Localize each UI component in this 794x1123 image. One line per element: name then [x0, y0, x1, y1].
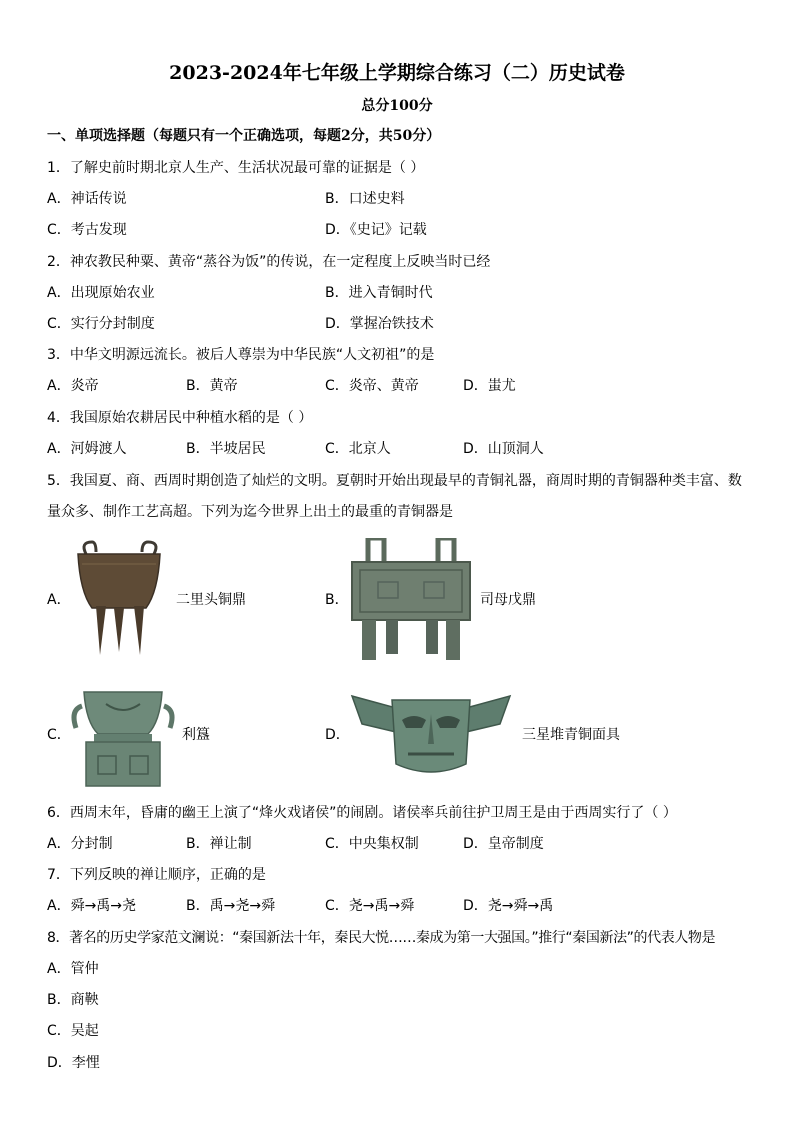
question-2-option-c[interactable]: C．实行分封制度 [47, 316, 155, 332]
question-2-option-b[interactable]: B．进入青铜时代 [325, 285, 433, 301]
question-6-option-a[interactable]: A．分封制 [47, 836, 113, 852]
question-8-option-a[interactable]: A．管仲 [47, 961, 99, 977]
erlitou-ding-image [72, 540, 167, 660]
question-2-option-a[interactable]: A．出现原始农业 [47, 285, 155, 301]
question-8-option-c[interactable]: C．吴起 [47, 1023, 99, 1039]
sanxingdui-mask-image [348, 694, 514, 780]
question-8-option-d[interactable]: D．李悝 [47, 1055, 100, 1071]
simuwu-ding-image [348, 538, 474, 662]
question-1-option-c[interactable]: C．考古发现 [47, 222, 127, 238]
question-6-stem: 6．西周末年，昏庸的幽王上演了“烽火戏诸侯”的闹剧。诸侯率兵前往护卫周王是由于西周实行了（ ） [47, 805, 677, 821]
question-5-option-a[interactable]: A． [47, 592, 71, 608]
question-3-option-d[interactable]: D．蚩尤 [463, 378, 516, 394]
question-5-option-d[interactable]: D． [325, 727, 350, 743]
question-6-option-d[interactable]: D．皇帝制度 [463, 836, 544, 852]
question-5-option-b[interactable]: B． [325, 592, 349, 608]
question-1-option-d[interactable]: D．《史记》记载 [325, 222, 427, 238]
question-2-stem: 2．神农教民种粟、黄帝“蒸谷为饭”的传说，在一定程度上反映当时已经 [47, 254, 491, 270]
question-8-option-b[interactable]: B．商鞅 [47, 992, 99, 1008]
question-1-option-b[interactable]: B．口述史料 [325, 191, 405, 207]
question-5-stem-line2: 量众多、制作工艺高超。下列为迄今世界上出土的最重的青铜器是 [47, 504, 453, 520]
question-7-option-c[interactable]: C．尧→禹→舜 [325, 898, 415, 914]
question-4-stem: 4．我国原始农耕居民中种植水稻的是（ ） [47, 410, 313, 426]
question-7-option-b[interactable]: B．禹→尧→舜 [186, 898, 276, 914]
question-2-option-d[interactable]: D．掌握冶铁技术 [325, 316, 434, 332]
question-5-option-a-caption: 二里头铜鼎 [176, 592, 246, 608]
question-8-stem: 8．著名的历史学家范文澜说：“秦国新法十年，秦民大悦……秦成为第一大强国。”推行“秦国新法”的代表人物是 [47, 930, 716, 946]
question-3-stem: 3．中华文明源远流长。被后人尊崇为中华民族“人文初祖”的是 [47, 347, 435, 363]
question-3-option-c[interactable]: C．炎帝、黄帝 [325, 378, 419, 394]
question-3-option-b[interactable]: B．黄帝 [186, 378, 238, 394]
question-7-stem: 7．下列反映的禅让顺序，正确的是 [47, 867, 266, 883]
question-7-option-a[interactable]: A．舜→禹→尧 [47, 898, 137, 914]
total-score: 总分100分 [361, 98, 433, 114]
question-4-option-d[interactable]: D．山顶洞人 [463, 441, 544, 457]
section-heading: 一、单项选择题（每题只有一个正确选项，每题2分，共50分） [47, 128, 441, 144]
question-3-option-a[interactable]: A．炎帝 [47, 378, 99, 394]
question-5-option-c[interactable]: C． [47, 727, 71, 743]
question-4-option-b[interactable]: B．半坡居民 [186, 441, 266, 457]
question-7-option-d[interactable]: D．尧→舜→禹 [463, 898, 554, 914]
question-4-option-a[interactable]: A．河姆渡人 [47, 441, 127, 457]
page-title: 2023-2024年七年级上学期综合练习（二）历史试卷 [169, 62, 625, 84]
question-6-option-c[interactable]: C．中央集权制 [325, 836, 419, 852]
question-5-stem-line1: 5．我国夏、商、西周时期创造了灿烂的文明。夏朝时开始出现最早的青铜礼器，商周时期的青铜器种类丰富、数 [47, 473, 742, 489]
question-1-option-a[interactable]: A．神话传说 [47, 191, 127, 207]
question-5-option-d-caption: 三星堆青铜面具 [522, 727, 620, 743]
li-gui-image [70, 688, 176, 788]
question-4-option-c[interactable]: C．北京人 [325, 441, 391, 457]
question-5-option-c-caption: 利簋 [182, 727, 210, 743]
question-6-option-b[interactable]: B．禅让制 [186, 836, 252, 852]
question-5-option-b-caption: 司母戊鼎 [480, 592, 536, 608]
question-1-stem: 1．了解史前时期北京人生产、生活状况最可靠的证据是（ ） [47, 160, 425, 176]
